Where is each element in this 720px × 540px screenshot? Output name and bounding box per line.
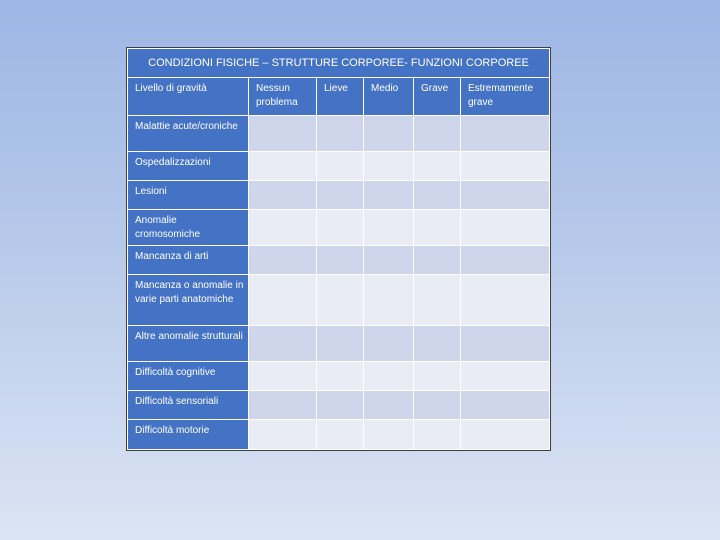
cell-medio[interactable]	[364, 420, 414, 450]
cell-grave[interactable]	[414, 246, 461, 275]
cell-estremamente-grave[interactable]	[461, 362, 550, 391]
cell-nessun-problema[interactable]	[249, 116, 317, 152]
cell-estremamente-grave[interactable]	[461, 326, 550, 362]
cell-nessun-problema[interactable]	[249, 181, 317, 210]
col-header-lieve: Lieve	[317, 78, 364, 116]
cell-lieve[interactable]	[317, 116, 364, 152]
corner-label: Livello di gravità	[128, 78, 249, 116]
row-label-altre-anomalie: Altre anomalie strutturali	[128, 326, 249, 362]
cell-estremamente-grave[interactable]	[461, 391, 550, 420]
cell-nessun-problema[interactable]	[249, 275, 317, 326]
table-row	[128, 362, 550, 391]
cell-medio[interactable]	[364, 326, 414, 362]
row-label-anomalie-cromosomiche: Anomalie cromosomiche	[128, 210, 249, 246]
cell-lieve[interactable]	[317, 326, 364, 362]
row-label-mancanza-arti: Mancanza di arti	[128, 246, 249, 275]
cell-medio[interactable]	[364, 275, 414, 326]
cell-medio[interactable]	[364, 362, 414, 391]
cell-medio[interactable]	[364, 116, 414, 152]
row-label-difficolta-motorie: Difficoltà motorie	[128, 420, 249, 450]
col-header-grave: Grave	[414, 78, 461, 116]
table-row	[128, 152, 550, 181]
cell-grave[interactable]	[414, 116, 461, 152]
table-row	[128, 116, 550, 152]
cell-medio[interactable]	[364, 391, 414, 420]
cell-lieve[interactable]	[317, 362, 364, 391]
row-label-difficolta-sensoriali: Difficoltà sensoriali	[128, 391, 249, 420]
cell-nessun-problema[interactable]	[249, 391, 317, 420]
row-label-lesioni: Lesioni	[128, 181, 249, 210]
cell-lieve[interactable]	[317, 210, 364, 246]
cell-nessun-problema[interactable]	[249, 326, 317, 362]
cell-grave[interactable]	[414, 181, 461, 210]
row-label-difficolta-cognitive: Difficoltà cognitive	[128, 362, 249, 391]
row-label-malattie: Malattie acute/croniche	[128, 116, 249, 152]
severity-table	[127, 48, 550, 450]
col-header-medio: Medio	[364, 78, 414, 116]
cell-estremamente-grave[interactable]	[461, 116, 550, 152]
cell-grave[interactable]	[414, 391, 461, 420]
cell-medio[interactable]	[364, 181, 414, 210]
cell-nessun-problema[interactable]	[249, 420, 317, 450]
table-title: CONDIZIONI FISICHE – STRUTTURE CORPOREE- FUNZIONI CORPOREE	[128, 49, 550, 78]
cell-estremamente-grave[interactable]	[461, 420, 550, 450]
table-row	[128, 420, 550, 450]
col-header-estremamente-grave: Estremamente grave	[461, 78, 550, 116]
table-row	[128, 391, 550, 420]
cell-grave[interactable]	[414, 210, 461, 246]
cell-nessun-problema[interactable]	[249, 210, 317, 246]
table-row	[128, 246, 550, 275]
cell-grave[interactable]	[414, 362, 461, 391]
cell-estremamente-grave[interactable]	[461, 275, 550, 326]
cell-lieve[interactable]	[317, 246, 364, 275]
col-header-nessun-problema: Nessun problema	[249, 78, 317, 116]
cell-grave[interactable]	[414, 275, 461, 326]
cell-nessun-problema[interactable]	[249, 246, 317, 275]
cell-lieve[interactable]	[317, 152, 364, 181]
cell-estremamente-grave[interactable]	[461, 181, 550, 210]
cell-grave[interactable]	[414, 152, 461, 181]
cell-medio[interactable]	[364, 210, 414, 246]
cell-lieve[interactable]	[317, 391, 364, 420]
cell-nessun-problema[interactable]	[249, 362, 317, 391]
cell-medio[interactable]	[364, 246, 414, 275]
cell-estremamente-grave[interactable]	[461, 246, 550, 275]
cell-lieve[interactable]	[317, 181, 364, 210]
cell-grave[interactable]	[414, 326, 461, 362]
cell-estremamente-grave[interactable]	[461, 210, 550, 246]
table-row	[128, 326, 550, 362]
cell-grave[interactable]	[414, 420, 461, 450]
table-row	[128, 181, 550, 210]
cell-nessun-problema[interactable]	[249, 152, 317, 181]
row-label-mancanza-anomalie: Mancanza o anomalie in varie parti anatomiche	[128, 275, 249, 326]
cell-lieve[interactable]	[317, 275, 364, 326]
cell-lieve[interactable]	[317, 420, 364, 450]
cell-medio[interactable]	[364, 152, 414, 181]
table-row	[128, 275, 550, 326]
cell-estremamente-grave[interactable]	[461, 152, 550, 181]
row-label-ospedalizzazioni: Ospedalizzazioni	[128, 152, 249, 181]
table-row	[128, 210, 550, 246]
